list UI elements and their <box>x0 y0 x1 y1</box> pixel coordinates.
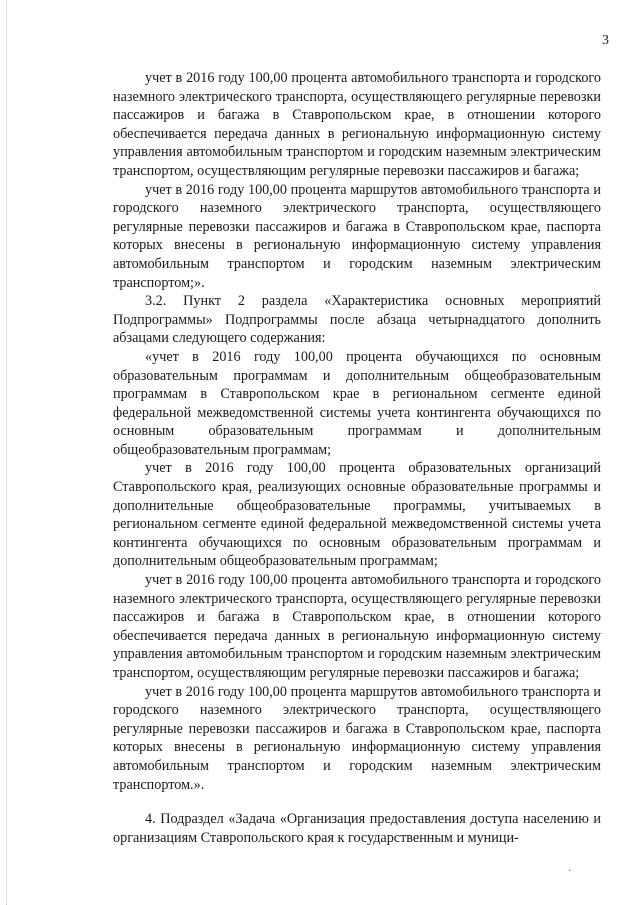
paragraph-item-4: 4. Подраздел «Задача «Организация предоставления доступа населению и организациям Ставропольского края к государственным и муници- <box>113 811 601 846</box>
paragraph-transport-accounting-repeat: учет в 2016 году 100,00 процента автомобильного транспорта и городского наземного электрического транспорта, осуществляющего регулярные перевозки пассажиров и багажа в Ставропольском крае, в отношении которого обеспечивается передача данных в региональную информационную систему управления автомобильным транспортом и городским наземным электрическим транспортом, осуществляющим регулярные перевозки пассажиров и багажа; <box>113 572 601 681</box>
paragraph-routes-accounting-repeat: учет в 2016 году 100,00 процента маршрутов автомобильного транспорта и городского наземного электрического транспорта, осуществляющего регулярные перевозки пассажиров и багажа в Ставропольском крае, паспорта которых внесены в региональную информационную систему управления автомобильным транспортом и городским наземным электрическим транспортом.». <box>113 683 601 793</box>
scan-speck: · <box>568 866 572 877</box>
paragraph-students-accounting: «учет в 2016 году 100,00 процента обучающихся по основным образовательным программам и дополнительным общеобразовательным программам в Ставропольском крае в региональном сегменте единой федеральной межведомственной системы учета контингента обучающихся по основным образовательным программам и дополнительным общеобразовательным программам; <box>113 348 601 458</box>
scan-edge-line <box>6 0 8 905</box>
paragraph-organizations-accounting: учет в 2016 году 100,00 процента образовательных организаций Ставропольского края, реализующих основные образовательные программы и дополнительные общеобразовательные программы, учитываемых в региональном сегменте единой федеральной межведомственной системы учета контингента обучающихся по основным образовательным программам и дополнительным общеобразовательным программам; <box>113 460 601 570</box>
document-body <box>113 69 601 847</box>
paragraph-transport-accounting: учет в 2016 году 100,00 процента автомобильного транспорта и городского наземного электрического транспорта, осуществляющего регулярные перевозки пассажиров и багажа в Ставропольском крае, в отношении которого обеспечивается передача данных в региональную информационную систему управления автомобильным транспортом и городским наземным электрическим транспортом, осуществляющим регулярные перевозки пассажиров и багажа; <box>113 70 601 179</box>
paragraph-item-3-2: 3.2. Пункт 2 раздела «Характеристика основных мероприятий Подпрограммы» Подпрограммы после абзаца четырнадцатого дополнить абзацами следующего содержания: <box>113 293 601 347</box>
page-number: 3 <box>602 33 609 48</box>
paragraph-routes-accounting: учет в 2016 году 100,00 процента маршрутов автомобильного транспорта и городского наземного электрического транспорта, осуществляющего регулярные перевозки пассажиров и багажа в Ставропольском крае, паспорта которых внесены в региональную информационную систему управления автомобильным транспортом и городским наземным электрическим транспортом;». <box>113 181 601 291</box>
